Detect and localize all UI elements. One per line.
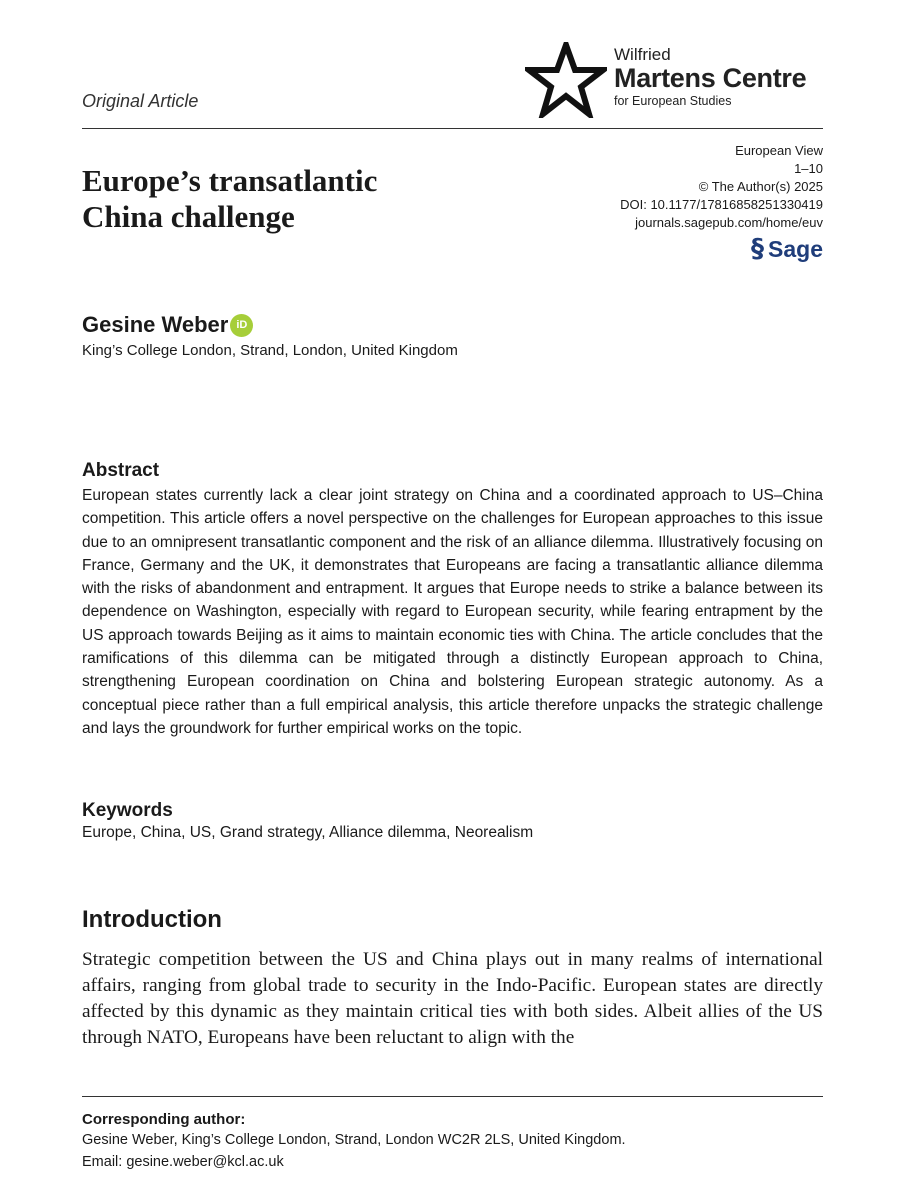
journal-name: European View [735, 143, 823, 158]
header-divider [82, 128, 823, 129]
logo-line-european-studies: for European Studies [614, 94, 732, 108]
author-line [82, 312, 253, 338]
author-affiliation: King’s College London, Strand, London, United Kingdom [82, 342, 458, 359]
sage-s-icon: § [751, 234, 765, 264]
abstract-text: European states currently lack a clear joint strategy on China and a coordinated approach to US–China competition. This article offers a novel perspective on the challenges for European approaches to this issue due to an omnipresent transatlantic component and the risk of an alliance dilemma. Illustratively focusing on France, Germany and the UK, it demonstrates that Europeans are facing a transatlantic alliance dilemma with the risks of abandonment and entrapment. It argues that Europe needs to strike a balance between its dependence on Washington, especially with regard to European security, while fearing entrapment by the US approach towards Beijing as it aims to maintain economic ties with China. The article concludes that the ramifications of this dilemma can be mitigated through a distinctly European approach to China, strengthening European coordination on China and bolstering European strategic autonomy. As a conceptual piece rather than a full empirical analysis, this article therefore unpacks the strategic challenge and lays the groundwork for further empirical works on the topic. [82, 487, 823, 737]
article-title [82, 163, 482, 235]
sage-wordmark: Sage [768, 235, 823, 262]
journal-metadata [620, 142, 823, 232]
corresponding-author-email[interactable]: Email: gesine.weber@kcl.ac.uk [82, 1154, 284, 1170]
star-logo-icon [525, 42, 607, 118]
introduction-text: Strategic competition between the US and China plays out in many realms of international affairs, ranging from global trade to security in the Indo-Pacific. European states are directly affected by this dynamic as they maintain critical ties with both sides. Albeit allies of the US through NATO, Europeans have been reluctant to align with the [82, 949, 823, 1048]
sage-logo [751, 234, 823, 264]
journal-url[interactable]: journals.sagepub.com/home/euv [635, 215, 823, 230]
introduction-heading: Introduction [82, 906, 222, 933]
keywords-heading: Keywords [82, 800, 173, 821]
corresponding-author-label: Corresponding author: [82, 1111, 246, 1128]
author-name: Gesine Weber [82, 312, 229, 337]
keywords-text: Europe, China, US, Grand strategy, Alliance dilemma, Neorealism [82, 824, 534, 841]
footnote-divider [82, 1096, 823, 1097]
logo-line-martens-centre: Martens Centre [614, 63, 807, 93]
page-range: 1–10 [794, 161, 823, 176]
copyright: © The Author(s) 2025 [698, 179, 823, 194]
title-line-2: China challenge [82, 199, 295, 234]
title-line-1: Europe’s transatlantic [82, 163, 378, 198]
corresponding-author-address: Gesine Weber, King’s College London, Strand, London WC2R 2LS, United Kingdom. [82, 1132, 626, 1148]
doi[interactable]: DOI: 10.1177/17816858251330419 [620, 197, 823, 212]
article-type: Original Article [82, 91, 199, 111]
martens-centre-logo [525, 42, 825, 118]
logo-line-wilfried: Wilfried [614, 45, 671, 64]
orcid-icon[interactable]: iD [230, 314, 253, 337]
abstract-heading: Abstract [82, 460, 160, 481]
